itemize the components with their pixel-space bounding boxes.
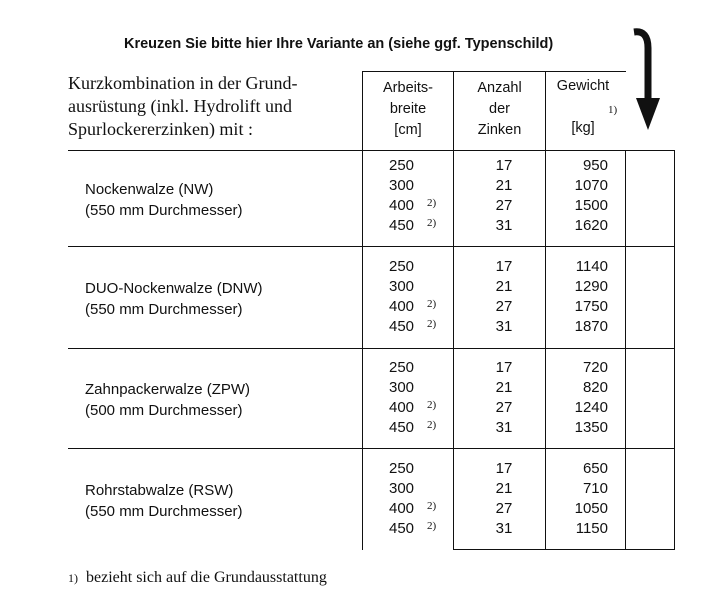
table-cell: 31 — [495, 520, 513, 537]
footnote — [68, 569, 327, 587]
footnote-mark: 2) — [427, 217, 437, 229]
group-label — [85, 278, 263, 320]
table-cell: 1870 — [574, 318, 608, 335]
header-anzahl-zinken — [454, 78, 545, 141]
grid-line — [68, 348, 675, 349]
table-cell: 1290 — [574, 278, 608, 295]
group-diameter: (550 mm Durchmesser) — [85, 202, 243, 219]
footnote-mark: 2) — [427, 399, 437, 411]
group-name: Nockenwalze (NW) — [85, 181, 214, 198]
table-cell: 820 — [582, 379, 608, 396]
footnote-mark: 2) — [427, 298, 437, 310]
group-label — [85, 379, 250, 421]
table-cell: 650 — [582, 460, 608, 477]
footnote-mark: 2) — [427, 419, 437, 431]
table-cell: 1150 — [575, 520, 608, 537]
table-cell: 1350 — [574, 419, 608, 436]
selection-cell[interactable] — [627, 248, 673, 347]
table-cell: 1070 — [574, 177, 608, 194]
table-cell: 450 — [389, 318, 415, 335]
table-cell: 300 — [389, 278, 415, 295]
grid-line — [68, 246, 675, 247]
footnote-mark: 2) — [427, 197, 437, 209]
table-cell: 27 — [495, 298, 513, 315]
group-diameter: (550 mm Durchmesser) — [85, 301, 243, 318]
down-arrow-icon — [628, 26, 668, 136]
header-line: Gewicht — [556, 78, 610, 94]
group-name: DUO-Nockenwalze (DNW) — [85, 280, 263, 297]
table-cell: 1240 — [574, 399, 608, 416]
table-cell: 1500 — [574, 197, 608, 214]
table-cell: 950 — [582, 157, 608, 174]
grid-line — [545, 71, 546, 550]
selection-cell[interactable] — [627, 350, 673, 447]
header-line: [kg] — [571, 120, 595, 136]
header-line: [cm] — [394, 122, 422, 138]
table-cell: 250 — [389, 359, 415, 376]
table-cell: 300 — [389, 480, 415, 497]
table-cell: 31 — [495, 217, 513, 234]
grid-line — [453, 549, 675, 550]
table-cell: 31 — [495, 419, 513, 436]
table-cell: 17 — [495, 157, 513, 174]
header-line: der — [489, 101, 510, 117]
table-cell: 27 — [495, 197, 513, 214]
table-cell: 250 — [389, 258, 415, 275]
header-arbeitsbreite — [363, 78, 453, 141]
intro-line: ausrüstung (inkl. Hydrolift und — [68, 96, 292, 116]
group-name: Rohrstabwalze (RSW) — [85, 482, 234, 499]
table-cell: 17 — [495, 258, 513, 275]
table-cell: 1140 — [575, 258, 608, 275]
group-label — [85, 179, 243, 221]
group-name: Zahnpackerwalze (ZPW) — [85, 381, 251, 398]
footnote-mark: 2) — [427, 318, 437, 330]
table-cell: 250 — [389, 157, 415, 174]
footnote-text: bezieht sich auf die Grundausstattung — [86, 569, 327, 586]
header-line: Anzahl — [477, 80, 522, 96]
grid-line — [362, 71, 626, 72]
footnote-mark: 2) — [427, 520, 437, 532]
instruction-heading: Kreuzen Sie bitte hier Ihre Variante an (siehe ggf. Typenschild) — [124, 36, 554, 52]
table-cell: 400 — [389, 500, 415, 517]
gewicht-footnote-mark: 1) — [608, 104, 618, 116]
table-cell: 27 — [495, 399, 513, 416]
table-cell: 17 — [495, 359, 513, 376]
grid-line — [68, 448, 675, 449]
grid-line — [453, 71, 454, 550]
table-cell: 400 — [389, 197, 415, 214]
table-cell: 400 — [389, 399, 415, 416]
table-cell: 31 — [495, 318, 513, 335]
header-line: breite — [389, 101, 427, 117]
table-cell: 1050 — [574, 500, 608, 517]
selection-cell[interactable] — [627, 450, 673, 548]
table-cell: 21 — [495, 177, 513, 194]
selection-cell[interactable] — [627, 152, 673, 245]
group-label — [85, 480, 243, 522]
intro-line: Kurzkombination in der Grund- — [68, 73, 298, 93]
table-cell: 1620 — [574, 217, 608, 234]
group-diameter: (550 mm Durchmesser) — [85, 503, 243, 520]
table-cell: 710 — [582, 480, 608, 497]
table-cell: 300 — [389, 379, 415, 396]
table-cell: 400 — [389, 298, 415, 315]
header-line: Zinken — [477, 122, 522, 138]
grid-line — [362, 71, 363, 550]
table-cell: 300 — [389, 177, 415, 194]
intro-text — [68, 72, 297, 141]
table-cell: 17 — [495, 460, 513, 477]
footnote-mark: 2) — [427, 500, 437, 512]
table-cell: 21 — [495, 278, 513, 295]
intro-line: Spurlockererzinken) mit : — [68, 119, 253, 139]
table-cell: 27 — [495, 500, 513, 517]
table-cell: 250 — [389, 460, 415, 477]
table-cell: 21 — [495, 480, 513, 497]
grid-line — [674, 150, 675, 550]
table-cell: 450 — [389, 217, 415, 234]
table-cell: 450 — [389, 419, 415, 436]
table-cell: 450 — [389, 520, 415, 537]
table-cell: 720 — [582, 359, 608, 376]
table-cell: 1750 — [574, 298, 608, 315]
grid-line — [68, 150, 675, 151]
table-cell: 21 — [495, 379, 513, 396]
header-line: Arbeits- — [383, 80, 433, 96]
footnote-mark: 1) — [68, 571, 78, 585]
group-diameter: (500 mm Durchmesser) — [85, 402, 243, 419]
